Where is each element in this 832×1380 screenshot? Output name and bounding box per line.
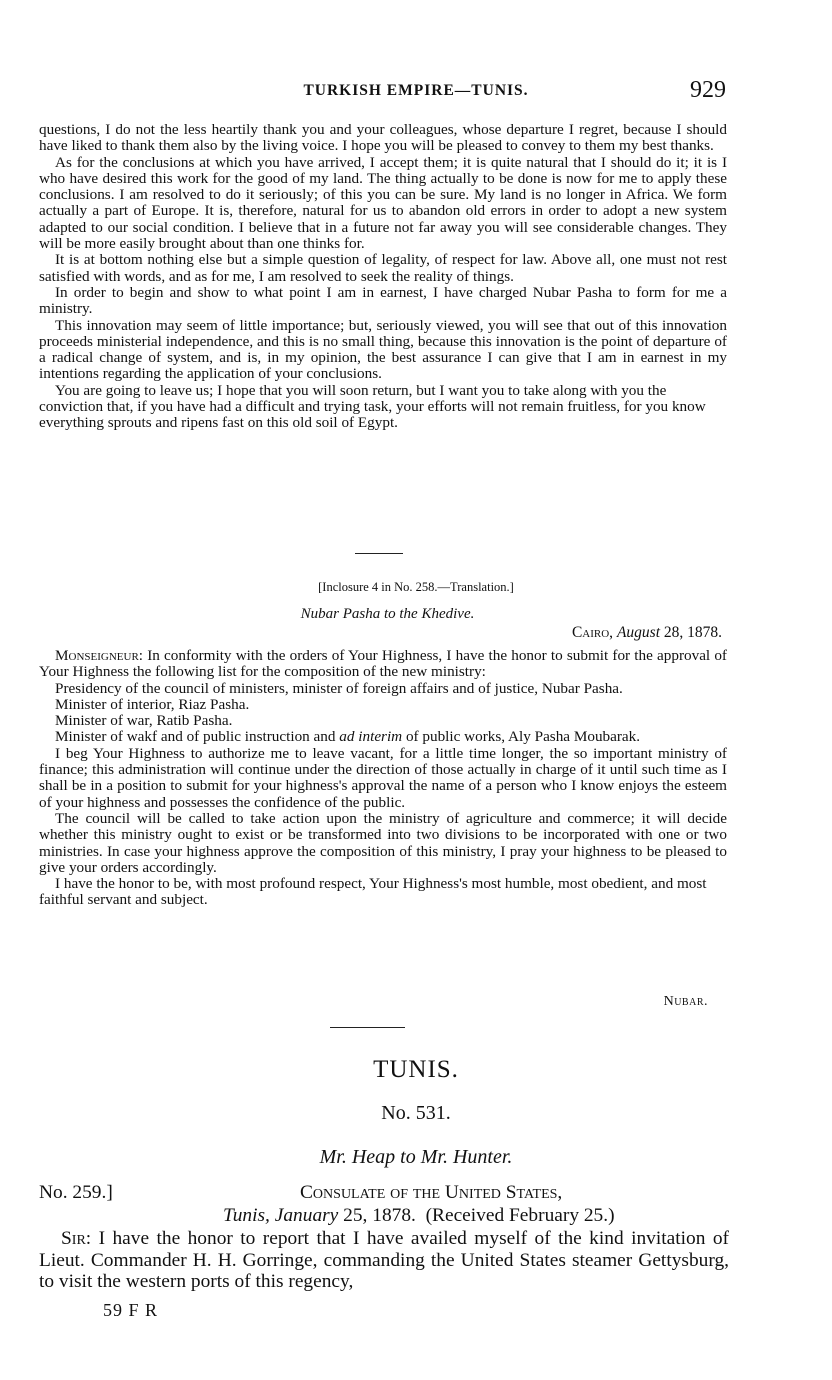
paragraph: It is at bottom nothing else but a simple question of legality, of respect for law. Above all, one must not rest satisfied with words, and as for me, I am resolved to seek the reality of things. xyxy=(39,251,727,285)
reference-number: No. 259.] xyxy=(39,1182,113,1203)
section-rule xyxy=(355,553,403,554)
paragraph: I have the honor to report that I have availed myself of the kind invitation of Lieut. Commander H. H. Gorringe, commanding the United States steamer Gettysburg, to visit the western ports of this regency, xyxy=(39,1228,729,1292)
date-place: Cairo, xyxy=(571,624,614,641)
paragraph: In conformity with the orders of Your Highness, I have the honor to submit for the approval of Your Highness the following list for the composition of the new ministry: xyxy=(39,647,727,681)
page-number: 929 xyxy=(690,77,726,103)
date-rest: 28, 1878. xyxy=(663,624,722,641)
paragraph: Minister of interior, Riaz Pasha. xyxy=(55,695,250,713)
running-head xyxy=(0,77,832,104)
received-note: (Received February 25.) xyxy=(425,1205,615,1226)
paragraph: In order to begin and show to what point I am in earnest, I have charged Nubar Pasha to form for me a ministry. xyxy=(39,283,727,318)
continuation-text xyxy=(39,122,727,432)
letter-body xyxy=(39,1228,729,1293)
section-title: TUNIS. xyxy=(373,1056,459,1083)
paragraph: Presidency of the council of ministers, minister of foreign affairs and of justice, Nubar Pasha. xyxy=(55,679,623,697)
letter-heading: Nubar Pasha to the Khedive. xyxy=(300,606,475,622)
paragraph: Minister of war, Ratib Pasha. xyxy=(55,712,233,730)
salutation: Monseigneur: xyxy=(55,647,143,664)
signature: Nubar. xyxy=(663,994,708,1009)
letter-heading: Mr. Heap to Mr. Hunter. xyxy=(319,1146,513,1168)
document-number: No. 531. xyxy=(381,1102,451,1124)
paragraph: You are going to leave us; I hope that you will soon return, but I want you to take along with you the conviction that, if you have had a difficult and trying task, your efforts will not remain fruitless, for you know everything sprouts and ripens fast on this old soil of Egypt. xyxy=(39,381,706,432)
paragraph-wakf: Minister of wakf and of public instruction and ad interim of public works, Aly Pasha Moubarak. xyxy=(55,728,641,746)
place-date-line: Tunis, January 25, 1878. (Received February 25.) xyxy=(223,1205,615,1226)
running-title: TURKISH EMPIRE—TUNIS. xyxy=(303,82,529,99)
paragraph: This innovation may seem of little importance; but, seriously viewed, you will see that out of this innovation proceeds ministerial independence, and this is no small thing, because this innovation is the point of departure of a radical change of system, and is, in my opinion, the best assurance I can give that I am in earnest in my intentions regarding the application of your conclusions. xyxy=(39,316,727,383)
consulate-line: Consulate of the United States, xyxy=(300,1182,563,1203)
paragraph: questions, I do not the less heartily thank you and your colleagues, whose departure I regret, because I should have liked to thank them also by the living voice. I hope you will be pleased to convey to them my best thanks. xyxy=(39,121,727,155)
date-month: August xyxy=(616,624,660,641)
paragraph: The council will be called to take action upon the ministry of agriculture and commerce; it will decide whether this ministry ought to exist or be transformed into two divisions to be incorporated with one or two ministries. In case your highness approve the composition of this ministry, I pray your highness to be pleased to give your orders accordingly. xyxy=(39,809,727,876)
paragraph: As for the conclusions at which you have arrived, I accept them; it is quite natural that I should do it; it is I who have desired this work for the good of my land. The thing actually to be done is now for me to apply these conclusions. I am resolved to do it seriously; of this you can be sure. My land is no longer in Africa. We form actually a part of Europe. It is, therefore, natural for us to abandon old errors in order to adopt a new system adapted to our social condition. I believe that in a future not far away you will see considerable changes. They will be more easily brought about than one thinks for. xyxy=(39,153,727,253)
salutation: Sir: xyxy=(61,1228,92,1249)
paragraph: I have the honor to be, with most profound respect, Your Highness's most humble, most obedient, and most faithful servant and subject. xyxy=(39,875,707,909)
section-rule xyxy=(330,1027,405,1028)
inclosure-text xyxy=(39,648,727,909)
signature-mark: 59 F R xyxy=(103,1300,159,1320)
dateline xyxy=(572,624,722,642)
inclosure-label: [Inclosure 4 in No. 258.—Translation.] xyxy=(318,580,514,594)
paragraph: I beg Your Highness to authorize me to leave vacant, for a little time longer, the so important ministry of finance; this administration will continue under the direction of those actually in charge of it until such time as I shall be in a position to submit for your highness's approval the name of a person who I know enjoys the esteem of your highness and possesses the confidence of the public. xyxy=(39,744,727,811)
